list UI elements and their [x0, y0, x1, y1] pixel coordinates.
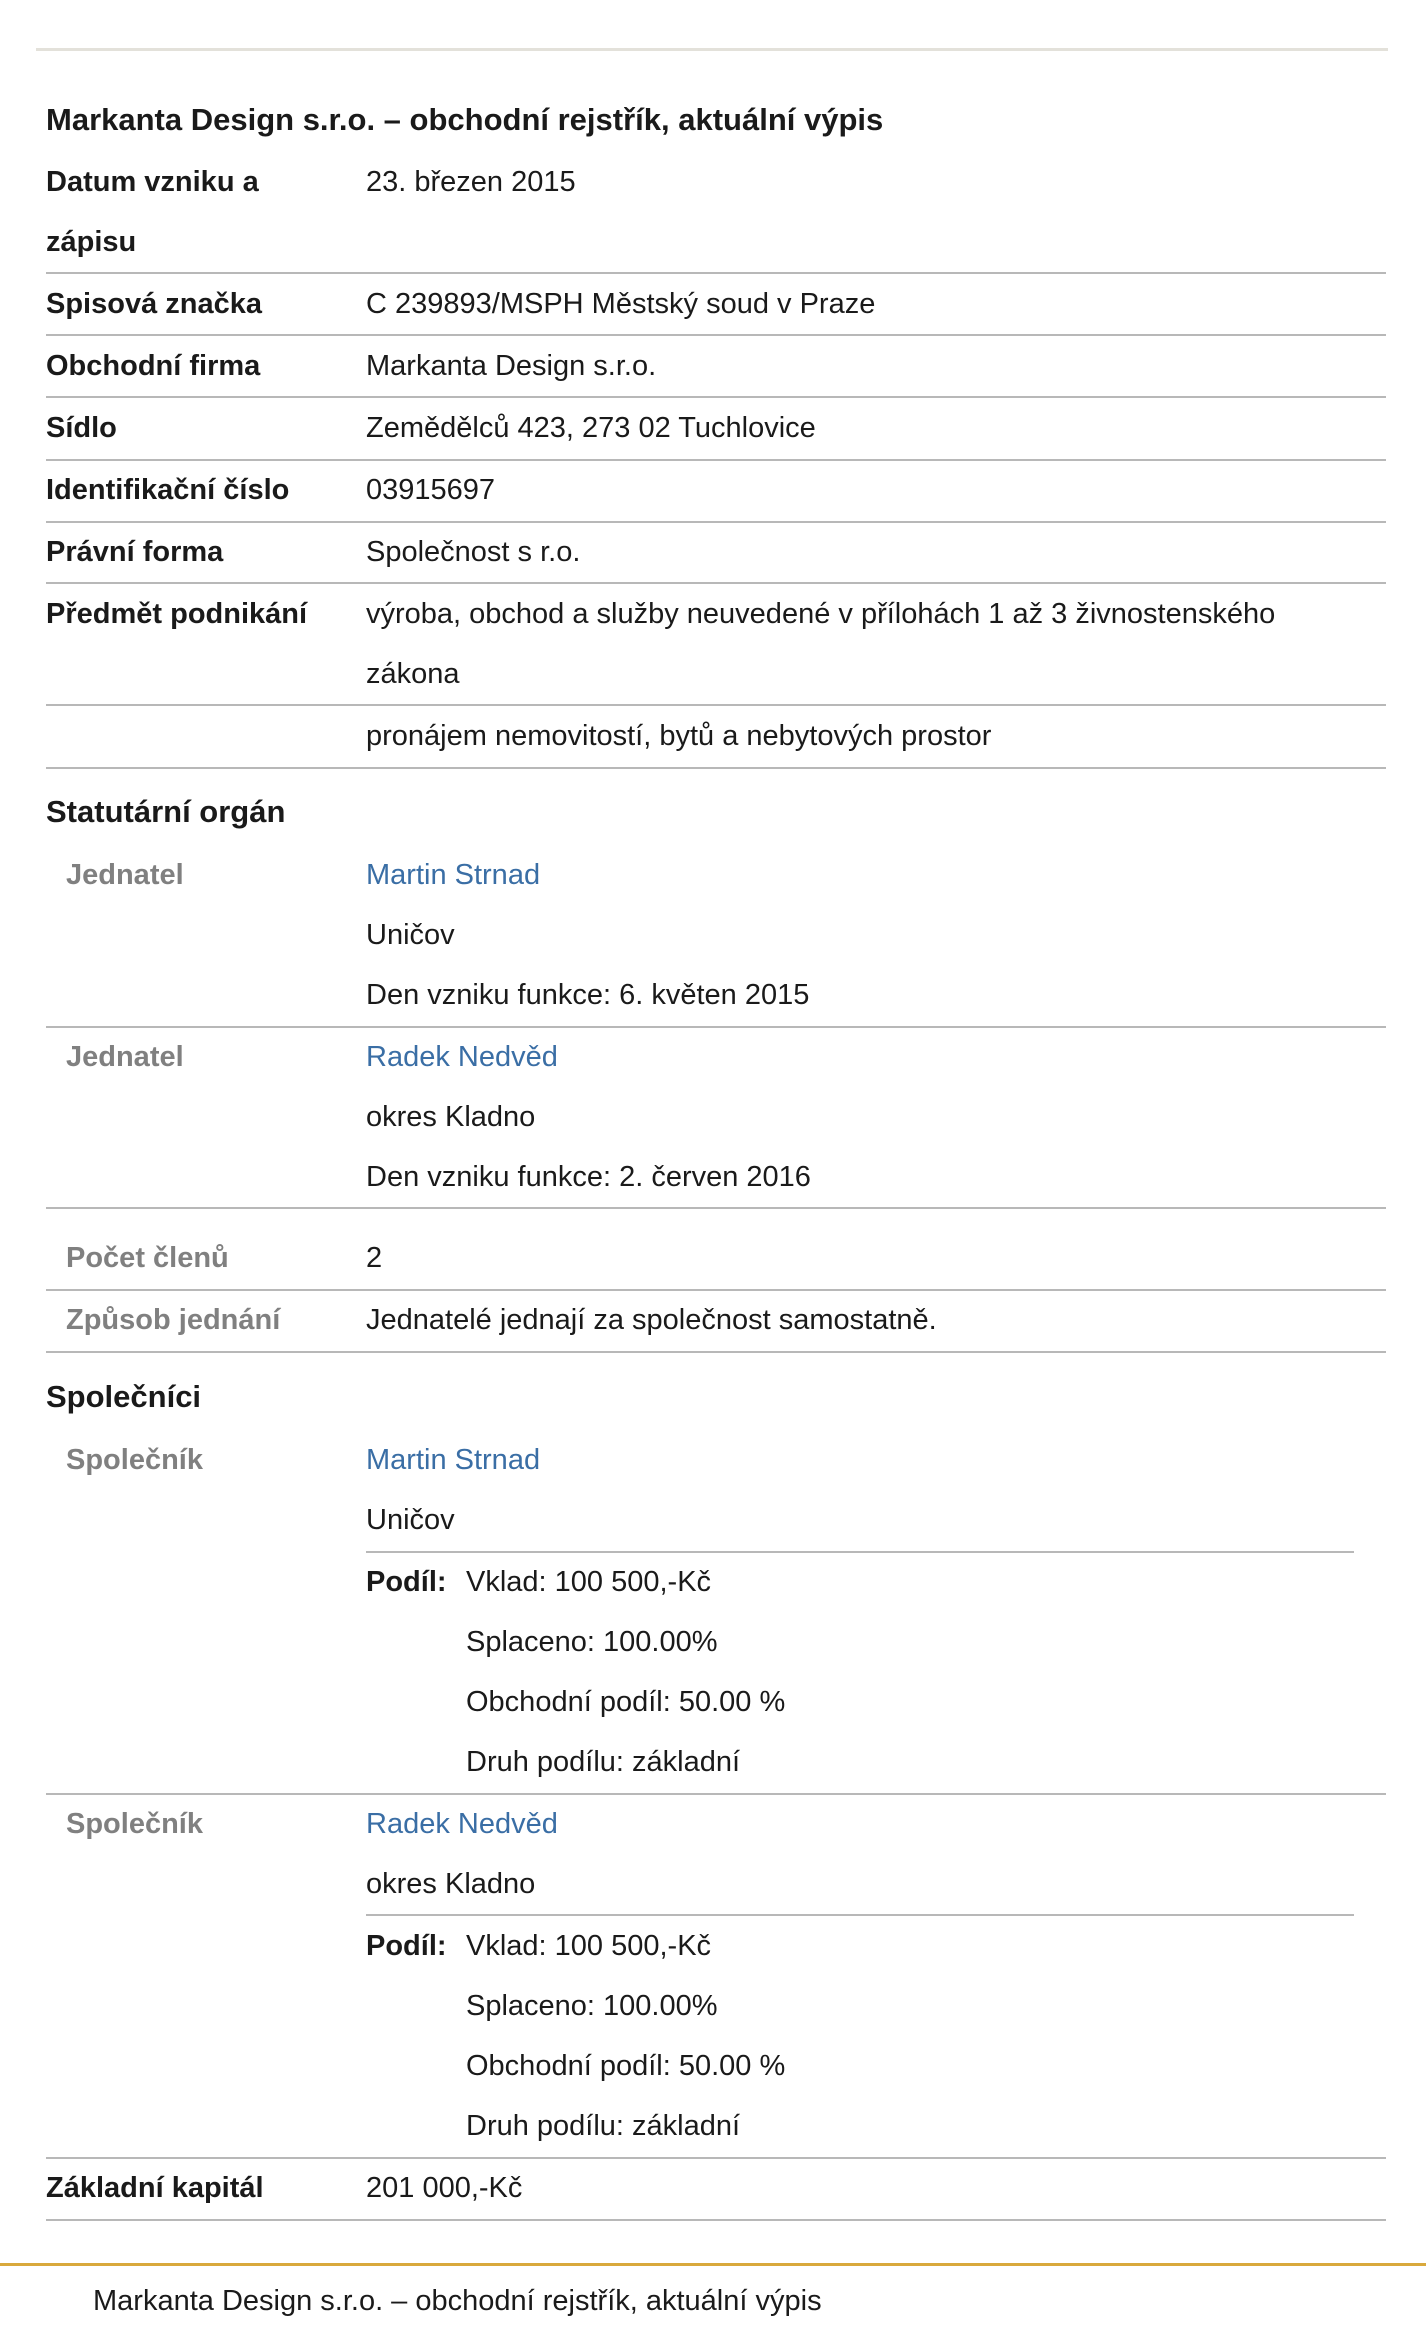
jednatel-role-label: Jednatel [66, 1041, 184, 1073]
spolecnik-place: okres Kladno [366, 1868, 536, 1900]
predmet-item2: pronájem nemovitostí, bytů a nebytových prostor [366, 720, 992, 752]
podil-splaceno: Splaceno: 100.00% [466, 1626, 718, 1658]
jednatel-name-link[interactable]: Radek Nedvěd [366, 1041, 558, 1073]
divider [46, 1207, 1386, 1209]
datum-vzniku-label-line1: Datum vzniku a [46, 166, 259, 198]
datum-vzniku-label-line2: zápisu [46, 226, 137, 258]
divider [46, 2219, 1386, 2221]
sidlo-value: Zemědělců 423, 273 02 Tuchlovice [366, 412, 816, 444]
divider [46, 521, 1386, 523]
podil-druh: Druh podílu: základní [466, 2110, 741, 2142]
obchodni-firma-value: Markanta Design s.r.o. [366, 350, 657, 382]
zpusob-jednani-value: Jednatelé jednají za společnost samostatně. [366, 1304, 937, 1336]
datum-vzniku-value: 23. březen 2015 [366, 166, 576, 198]
podil-obchodni: Obchodní podíl: 50.00 % [466, 1686, 786, 1718]
spolecnik-place: Uničov [366, 1504, 455, 1536]
zakladni-kapital-value: 201 000,-Kč [366, 2172, 523, 2204]
spisova-znacka-value: C 239893/MSPH Městský soud v Praze [366, 288, 876, 320]
podil-label: Podíl: [366, 1566, 447, 1598]
pravni-forma-label: Právní forma [46, 536, 224, 568]
predmet-item1-line2: zákona [366, 658, 460, 690]
divider [46, 1793, 1386, 1795]
sidlo-label: Sídlo [46, 412, 117, 444]
spisova-znacka-label: Spisová značka [46, 288, 262, 320]
predmet-item1-line1: výroba, obchod a služby neuvedené v přílohách 1 až 3 živnostenského [366, 598, 1276, 630]
divider [46, 1026, 1386, 1028]
zakladni-kapital-label: Základní kapitál [46, 2172, 264, 2204]
spolecnik-name-link[interactable]: Martin Strnad [366, 1444, 541, 1476]
footer-divider [0, 2263, 1426, 2266]
pravni-forma-value: Společnost s r.o. [366, 536, 581, 568]
podil-obchodni: Obchodní podíl: 50.00 % [466, 2050, 786, 2082]
predmet-podnikani-label: Předmět podnikání [46, 598, 308, 630]
jednatel-name-link[interactable]: Martin Strnad [366, 859, 541, 891]
spolecnik-role-label: Společník [66, 1444, 203, 1476]
jednatel-place: Uničov [366, 919, 455, 951]
divider [46, 767, 1386, 769]
jednatel-place: okres Kladno [366, 1101, 536, 1133]
obchodni-firma-label: Obchodní firma [46, 350, 261, 382]
statutarni-organ-heading: Statutární orgán [46, 794, 286, 829]
pocet-clenu-label: Počet členů [66, 1242, 229, 1274]
podil-splaceno: Splaceno: 100.00% [466, 1990, 718, 2022]
pocet-clenu-value: 2 [366, 1242, 383, 1274]
spolecnici-heading: Společníci [46, 1379, 202, 1414]
ico-label: Identifikační číslo [46, 474, 290, 506]
podil-vklad: Vklad: 100 500,-Kč [466, 1566, 712, 1598]
footer-text: Markanta Design s.r.o. – obchodní rejstřík, aktuální výpis [93, 2285, 822, 2317]
spolecnik-name-link[interactable]: Radek Nedvěd [366, 1808, 558, 1840]
zpusob-jednani-label: Způsob jednání [66, 1304, 281, 1336]
jednatel-since: Den vzniku funkce: 6. květen 2015 [366, 979, 810, 1011]
spolecnik-role-label: Společník [66, 1808, 203, 1840]
jednatel-role-label: Jednatel [66, 859, 184, 891]
divider [46, 1351, 1386, 1353]
podil-druh: Druh podílu: základní [466, 1746, 741, 1778]
podil-vklad: Vklad: 100 500,-Kč [466, 1930, 712, 1962]
podil-label: Podíl: [366, 1930, 447, 1962]
ico-value: 03915697 [366, 474, 496, 506]
jednatel-since: Den vzniku funkce: 2. červen 2016 [366, 1161, 811, 1193]
page-title: Markanta Design s.r.o. – obchodní rejstřík, aktuální výpis [46, 102, 884, 137]
